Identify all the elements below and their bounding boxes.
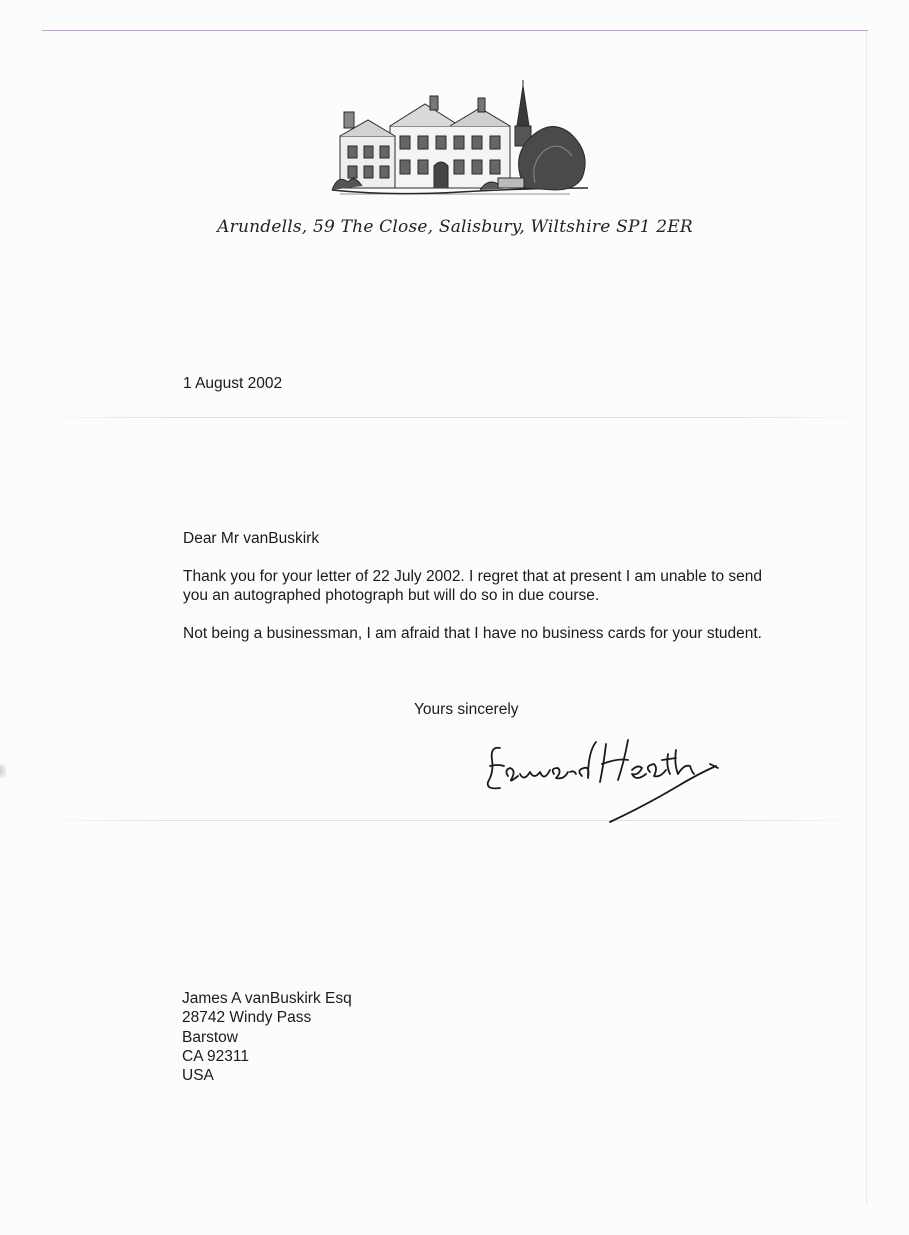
fold-line [42,820,868,821]
recipient-line: USA [182,1067,214,1085]
letter-date: 1 August 2002 [183,375,283,392]
recipient-line: 28742 Windy Pass [182,1009,312,1027]
salutation: Dear Mr vanBuskirk [183,530,320,547]
letterhead-address: Arundells, 59 The Close, Salisbury, Wiltshire SP1 2ER [217,217,693,237]
page-edge [866,30,867,1205]
body-paragraph: Thank you for your letter of 22 July 2002. I regret that at present I am unable to send you an autographed photograph but will do so in due course. [183,568,763,604]
recipient-address [182,989,352,1085]
top-rule [42,30,868,31]
fold-line [42,417,868,418]
handwritten-signature [478,730,728,825]
recipient-line: Barstow [182,1028,238,1046]
scan-smudge [0,764,6,778]
body-paragraph: Not being a businessman, I am afraid that I have no business cards for your student. [183,625,762,642]
recipient-line: CA 92311 [182,1047,249,1065]
country-house-engraving-icon [330,78,590,200]
closing: Yours sincerely [414,701,519,718]
recipient-line: James A vanBuskirk Esq [182,990,352,1007]
